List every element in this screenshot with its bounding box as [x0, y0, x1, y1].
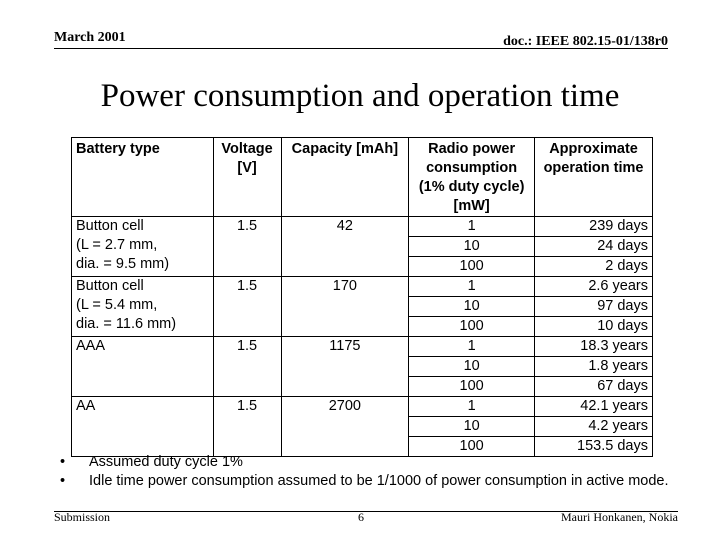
- capacity-cell: 1175: [281, 337, 409, 397]
- power-cell: 10: [409, 417, 535, 437]
- header-doc-id: doc.: IEEE 802.15-01/138r0: [503, 34, 668, 49]
- page-number: 6: [358, 510, 364, 524]
- time-cell: 42.1 years: [535, 397, 653, 417]
- power-cell: 10: [409, 357, 535, 377]
- battery-type-cell: Button cell (L = 5.4 mm, dia. = 11.6 mm): [72, 277, 214, 337]
- list-item: [60, 453, 670, 472]
- time-cell: 18.3 years: [535, 337, 653, 357]
- table-row: [72, 397, 653, 417]
- time-cell: 4.2 years: [535, 417, 653, 437]
- header-capacity: Capacity [mAh]: [281, 138, 409, 217]
- bullet-icon: •: [60, 473, 66, 489]
- slide-title: Power consumption and operation time: [100, 78, 620, 114]
- power-cell: 100: [409, 377, 535, 397]
- time-cell: 2 days: [535, 257, 653, 277]
- notes-list: [60, 453, 670, 491]
- table-row: [72, 337, 653, 357]
- header-battery-type: Battery type: [72, 138, 214, 217]
- power-cell: 1: [409, 337, 535, 357]
- power-cell: 10: [409, 297, 535, 317]
- table-row: [72, 277, 653, 297]
- time-cell: 239 days: [535, 217, 653, 237]
- voltage-cell: 1.5: [213, 397, 281, 457]
- time-cell: 153.5 days: [535, 437, 653, 457]
- voltage-cell: 1.5: [213, 217, 281, 277]
- time-cell: 67 days: [535, 377, 653, 397]
- time-cell: 10 days: [535, 317, 653, 337]
- power-cell: 10: [409, 237, 535, 257]
- power-cell: 1: [409, 397, 535, 417]
- capacity-cell: 42: [281, 217, 409, 277]
- list-item: [60, 472, 670, 491]
- battery-table: [71, 137, 653, 457]
- power-cell: 100: [409, 437, 535, 457]
- note-text: Assumed duty cycle 1%: [89, 454, 243, 470]
- table-header-row: [72, 138, 653, 217]
- footer-submission: Submission: [54, 510, 111, 524]
- power-cell: 100: [409, 317, 535, 337]
- footer-author: Mauri Honkanen, Nokia: [561, 510, 678, 524]
- header-rule: [54, 48, 668, 49]
- header-radio-power: Radio power consumption (1% duty cycle) [mW]: [409, 138, 535, 217]
- time-cell: 97 days: [535, 297, 653, 317]
- voltage-cell: 1.5: [213, 277, 281, 337]
- battery-type-cell: AA: [72, 397, 214, 457]
- header-operation-time: Approximate operation time: [535, 138, 653, 217]
- voltage-cell: 1.5: [213, 337, 281, 397]
- capacity-cell: 2700: [281, 397, 409, 457]
- time-cell: 2.6 years: [535, 277, 653, 297]
- power-cell: 100: [409, 257, 535, 277]
- table-row: [72, 217, 653, 237]
- header-voltage: Voltage [V]: [213, 138, 281, 217]
- power-cell: 1: [409, 277, 535, 297]
- battery-type-cell: AAA: [72, 337, 214, 397]
- battery-type-cell: Button cell (L = 2.7 mm, dia. = 9.5 mm): [72, 217, 214, 277]
- bullet-icon: •: [60, 454, 66, 470]
- capacity-cell: 170: [281, 277, 409, 337]
- power-cell: 1: [409, 217, 535, 237]
- header-date: March 2001: [54, 30, 126, 45]
- time-cell: 24 days: [535, 237, 653, 257]
- time-cell: 1.8 years: [535, 357, 653, 377]
- note-text: Idle time power consumption assumed to be 1/1000 of power consumption in active mode.: [89, 473, 669, 489]
